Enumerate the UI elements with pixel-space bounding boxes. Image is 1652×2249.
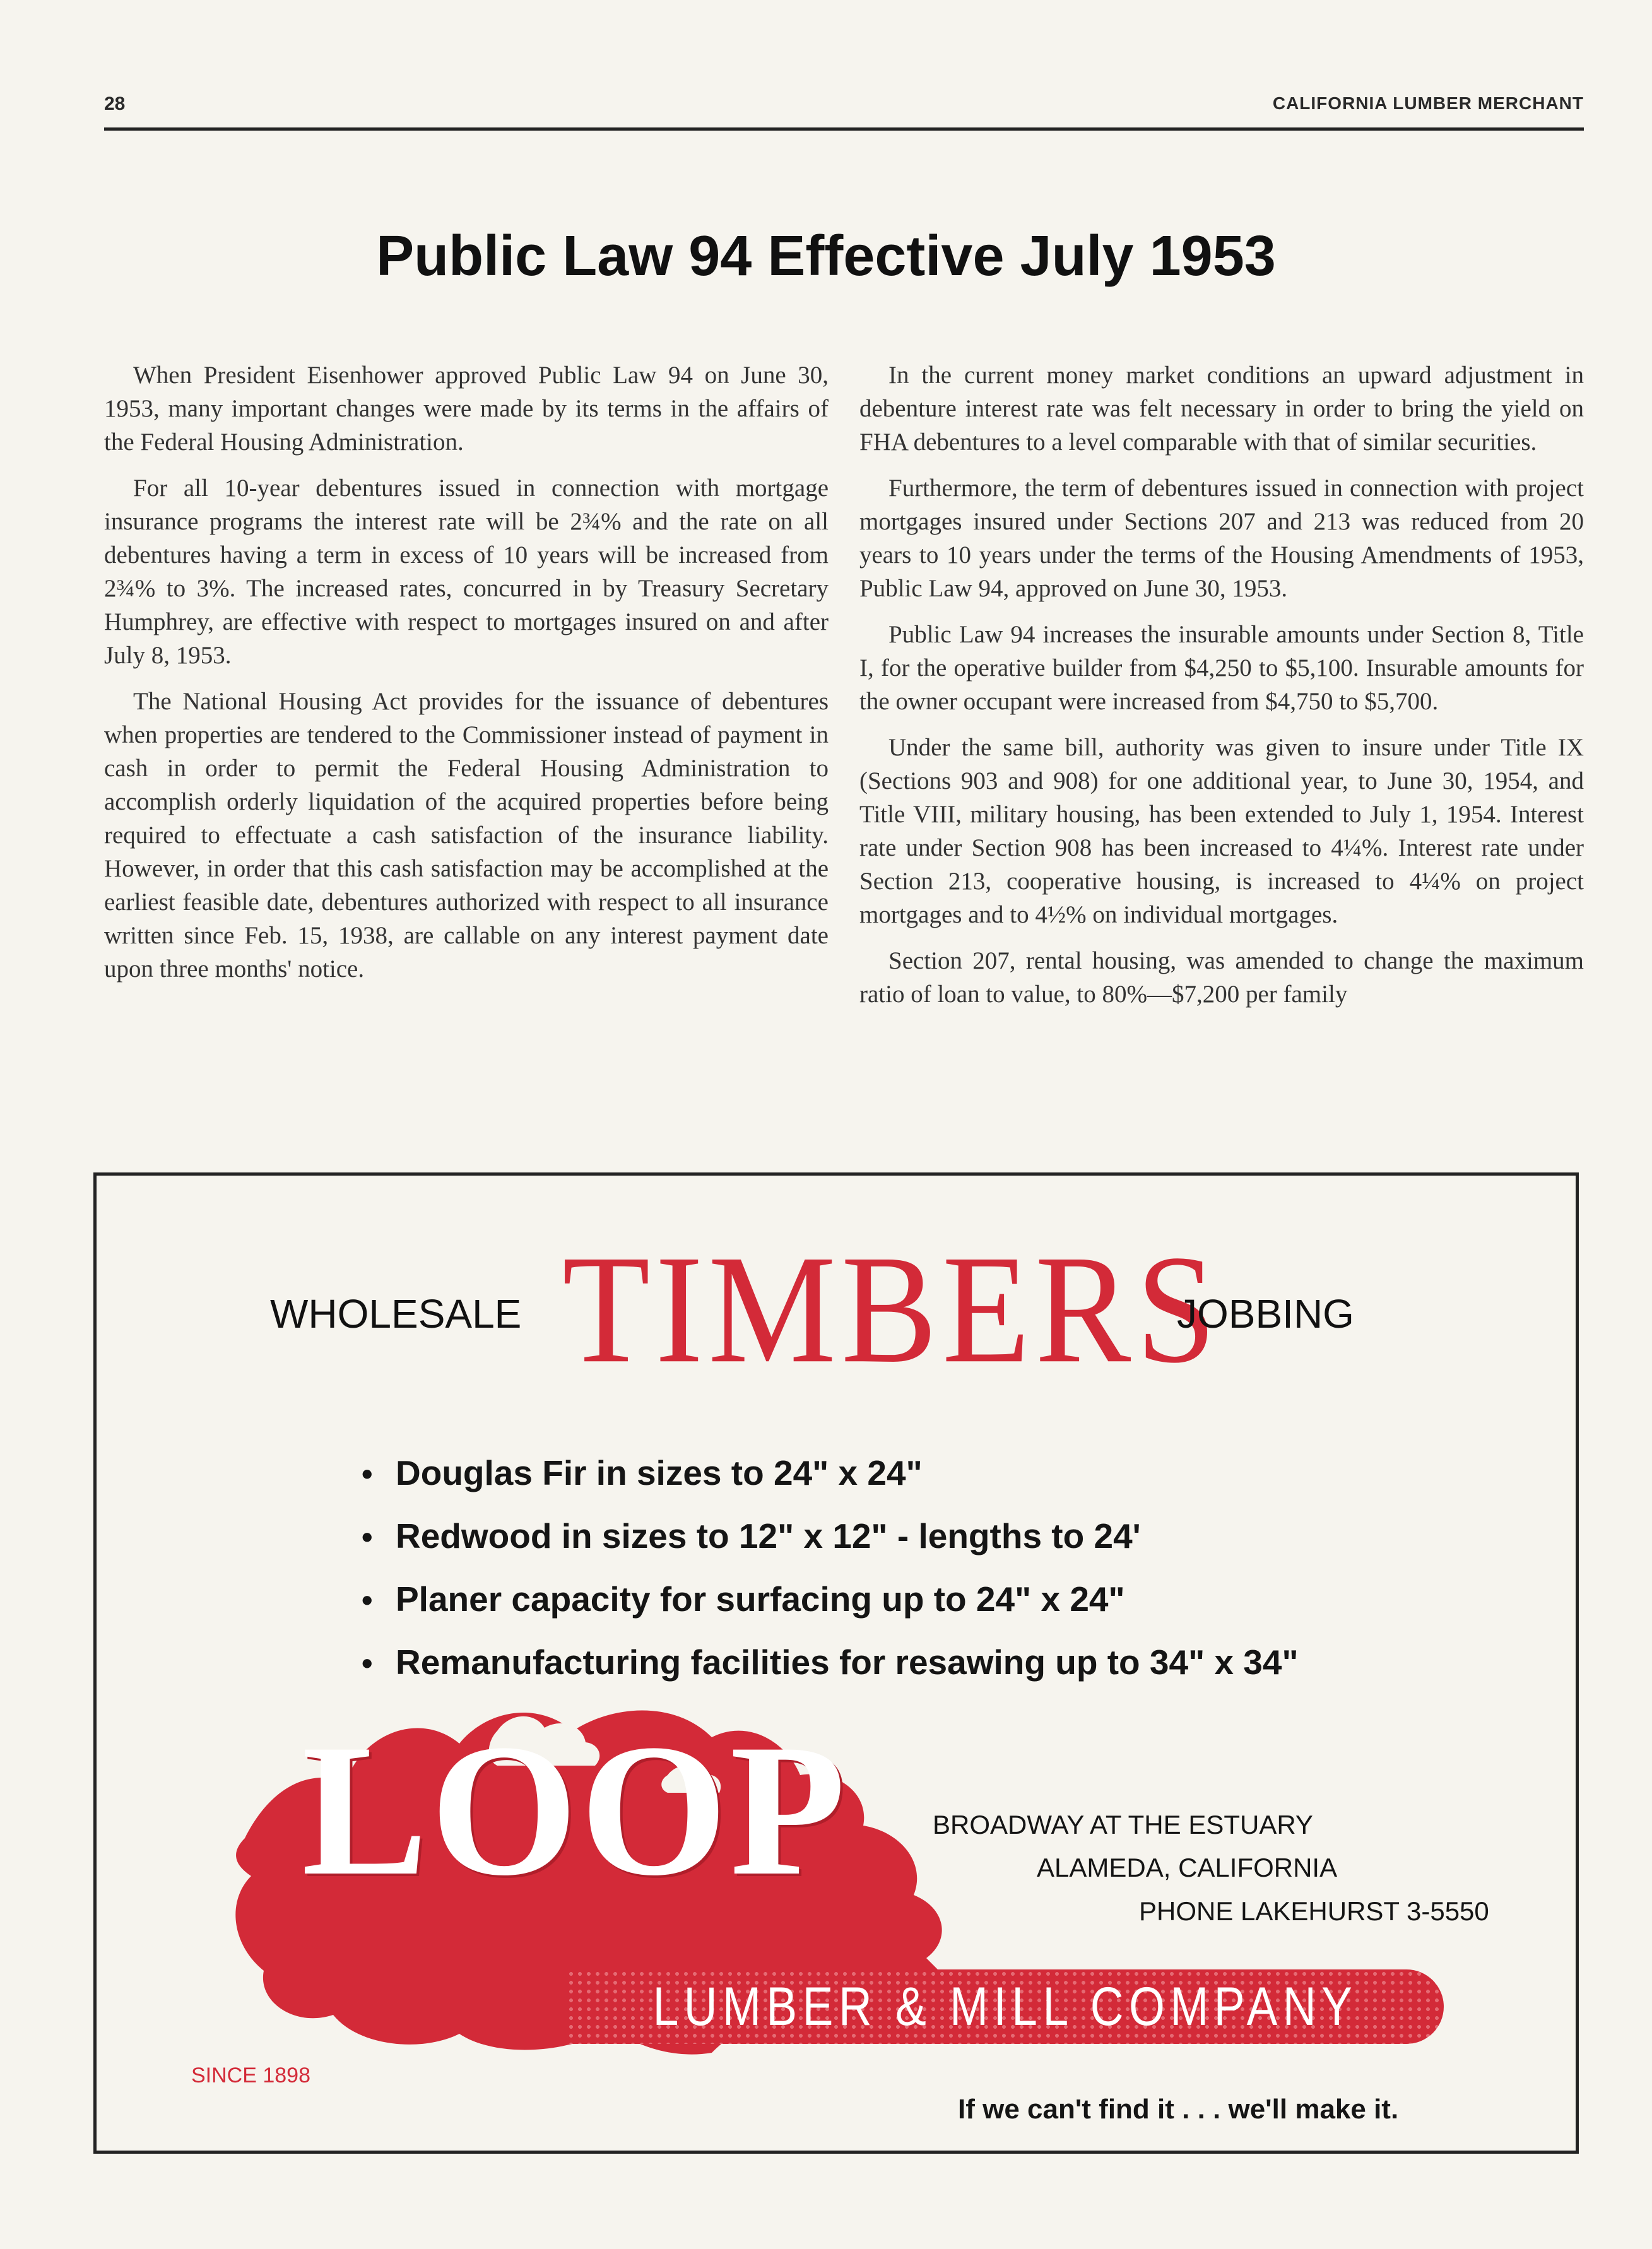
article-column-left	[104, 358, 829, 998]
paragraph: Section 207, rental housing, was amended to change the maximum ratio of loan to value, to 80%—$7,200 per family	[859, 947, 1584, 1008]
list-item	[362, 1568, 1299, 1631]
paragraph: Furthermore, the term of debentures issued in connection with project mortgages insured under Sections 207 and 213 was reduced from 20 years to 10 years under the terms of the Housing Amendments of 1953, Public Law 94, approved on June 30, 1953.	[859, 475, 1584, 602]
page-number: 28	[104, 93, 126, 114]
article-title: Public Law 94 Effective July 1953	[376, 225, 1276, 288]
running-header	[104, 93, 1584, 131]
article-column-right	[859, 358, 1584, 1024]
paragraph: When President Eisenhower approved Public Law 94 on June 30, 1953, many important changes were made by its terms in the affairs of the Federal Housing Administration.	[104, 362, 829, 456]
advertisement	[93, 1172, 1579, 2154]
ad-headline: TIMBERS	[562, 1224, 1222, 1396]
company-name: LUMBER & MILL COMPANY	[652, 1976, 1358, 2037]
paragraph: The National Housing Act provides for the issuance of debentures when properties are tendered to the Commissioner instead of payment in cash in order to permit the Federal Housing Administration to accomplish orderly liquidation of the acquired properties before being required to effectuate a cash satisfaction of the insurance liability. However, in order that this cash satisfaction may be accomplished at the earliest feasible date, debentures authorized with respect to all insurance written since Feb. 15, 1938, are callable on any interest payment date upon three months' notice.	[104, 688, 829, 983]
paragraph: Under the same bill, authority was given to insure under Title IX (Sections 903 and 908) for one additional year, to June 30, 1954, and Title VIII, military housing, has been extended to July 1, 1954. Interest rate under Section 908 has been increased to 4¼%. Interest rate under Section 213, cooperative housing, is increased to 4¼% on project mortgages and to 4½% on individual mortgages.	[859, 734, 1584, 928]
bullet-icon: •	[362, 1520, 373, 1555]
bullet-icon: •	[362, 1456, 373, 1492]
since-label: SINCE 1898	[191, 2063, 310, 2087]
address-street: BROADWAY AT THE ESTUARY	[933, 1810, 1313, 1839]
loop-logo: LOOP	[302, 1705, 849, 1915]
feature-text: Redwood in sizes to 12" x 12" - lengths to 24'	[396, 1516, 1141, 1555]
ad-word-jobbing: JOBBING	[1177, 1291, 1354, 1337]
paragraph: In the current money market conditions an upward adjustment in debenture interest rate was felt necessary in order to bring the yield on FHA debentures to a level comparable with that of similar securities.	[859, 362, 1584, 456]
feature-text: Planer capacity for surfacing up to 24" x 24"	[396, 1579, 1125, 1619]
feature-text: Douglas Fir in sizes to 24" x 24"	[396, 1453, 923, 1492]
paragraph: For all 10-year debentures issued in connection with mortgage insurance programs the interest rate will be 2¾% and the rate on all debentures having a term in excess of 10 years will be increased from 2¾% to 3%. The increased rates, concurred in by Treasury Secretary Humphrey, are effective with respect to mortgages insured on and after July 8, 1953.	[104, 475, 829, 669]
bullet-icon: •	[362, 1583, 373, 1618]
feature-text: Remanufacturing facilities for resawing up to 34" x 34"	[396, 1643, 1299, 1682]
feature-list	[362, 1442, 1299, 1694]
paragraph: Public Law 94 increases the insurable amounts under Section 8, Title I, for the operative builder from $4,250 to $5,100. Insurable amounts for the owner occupant were increased from $4,750 to $5,700.	[859, 621, 1584, 715]
ad-slogan: If we can't find it . . . we'll make it.	[958, 2094, 1399, 2125]
list-item	[362, 1505, 1299, 1568]
publication-name: CALIFORNIA LUMBER MERCHANT	[1272, 93, 1584, 113]
bullet-icon: •	[362, 1646, 373, 1681]
ad-word-wholesale: WHOLESALE	[270, 1291, 522, 1337]
address-city: ALAMEDA, CALIFORNIA	[1037, 1853, 1338, 1882]
address-phone: PHONE LAKEHURST 3-5550	[1139, 1896, 1489, 1926]
list-item	[362, 1442, 1299, 1505]
